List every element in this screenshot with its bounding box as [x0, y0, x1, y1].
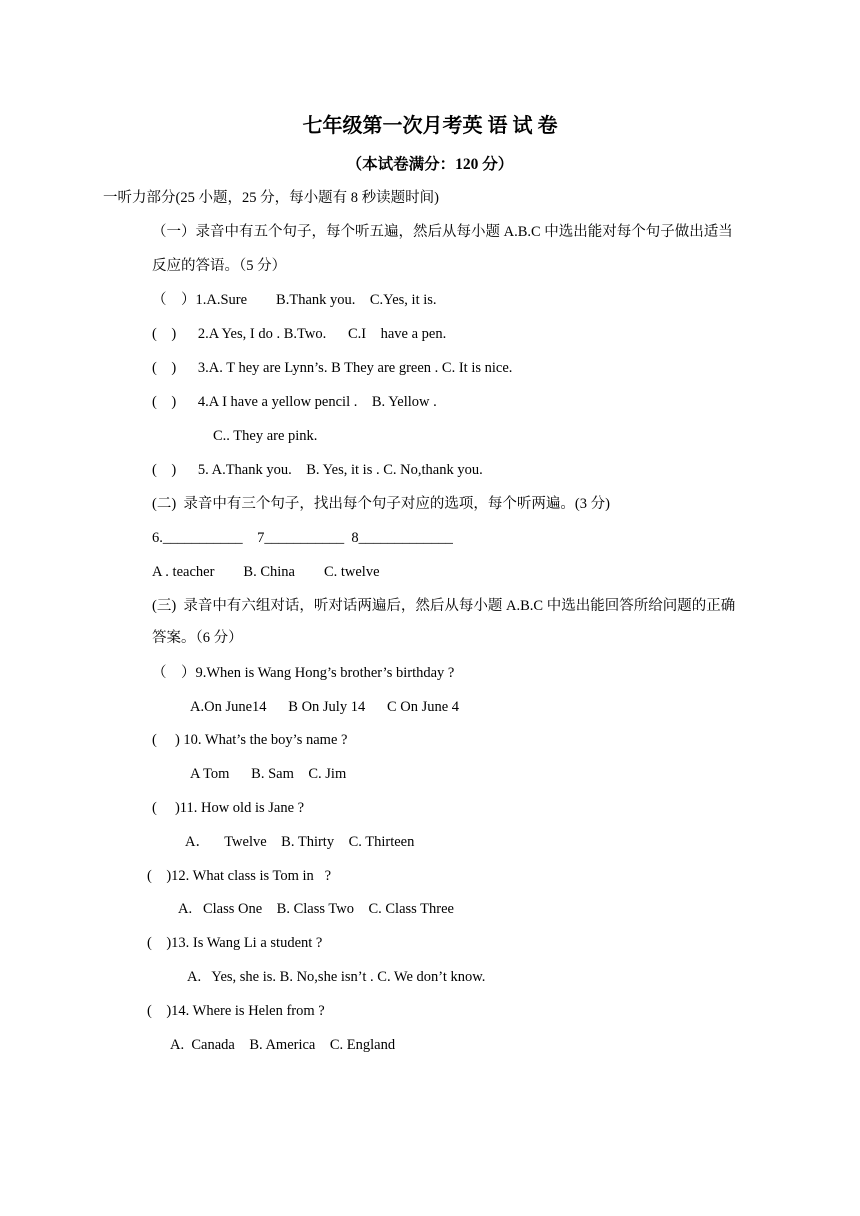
part3-instruction-cont: 答案。（6 分） — [152, 630, 243, 646]
question-14: ( )14. Where is Helen from ? — [147, 1003, 325, 1019]
part3-instruction: (三) 录音中有六组对话，听对话两遍后，然后从每小题 A.B.C 中选出能回答所给问题的正确 — [152, 598, 736, 614]
question-9: （ ）9.When is Wang Hong’s brother’s birthday ? — [152, 665, 455, 681]
part2-options: A . teacher B. China C. twelve — [152, 564, 380, 580]
question-3: ( ) 3.A. T hey are Lynn’s. B They are green . C. It is nice. — [152, 360, 513, 376]
question-12: ( )12. What class is Tom in ? — [147, 868, 332, 884]
page-subtitle: （本试卷满分：120 分） — [346, 156, 514, 173]
question-14-options: A. Canada B. America C. England — [170, 1037, 396, 1053]
question-11: ( )11. How old is Jane ? — [152, 800, 305, 816]
question-9-options: A.On June14 B On July 14 C On June 4 — [190, 699, 460, 715]
question-4-option-c: C.. They are pink. — [213, 428, 318, 444]
part2-answer-blanks: 6.___________ 7___________ 8_____________ — [152, 530, 453, 546]
question-10: ( ) 10. What’s the boy’s name ? — [152, 732, 348, 748]
question-13: ( )13. Is Wang Li a student ? — [147, 935, 323, 951]
part1-instruction-cont: 反应的答语。（5 分） — [152, 258, 287, 274]
question-2: ( ) 2.A Yes, I do . B.Two. C.I have a pen. — [152, 326, 447, 342]
question-13-options: A. Yes, she is. B. No,she isn’t . C. We don’t know. — [187, 969, 486, 985]
page-title: 七年级第一次月考英 语 试 卷 — [302, 115, 558, 137]
question-10-options: A Tom B. Sam C. Jim — [190, 766, 347, 782]
question-12-options: A. Class One B. Class Two C. Class Three — [178, 901, 454, 917]
question-4: ( ) 4.A I have a yellow pencil . B. Yellow . — [152, 394, 437, 410]
question-11-options: A． Twelve B. Thirty C. Thirteen — [185, 834, 415, 850]
section-heading-listening: 一听力部分(25 小题，25 分，每小题有 8 秒读题时间) — [103, 190, 439, 206]
question-1: （ ）1.A.Sure B.Thank you. C.Yes, it is. — [152, 292, 437, 308]
part2-instruction: (二) 录音中有三个句子，找出每个句子对应的选项，每个听两遍。(3 分) — [152, 496, 610, 512]
question-5: ( ) 5. A.Thank you. B. Yes, it is . C. No,thank you. — [152, 462, 483, 478]
part1-instruction: （一）录音中有五个句子，每个听五遍，然后从每小题 A.B.C 中选出能对每个句子做出适当 — [152, 224, 733, 240]
